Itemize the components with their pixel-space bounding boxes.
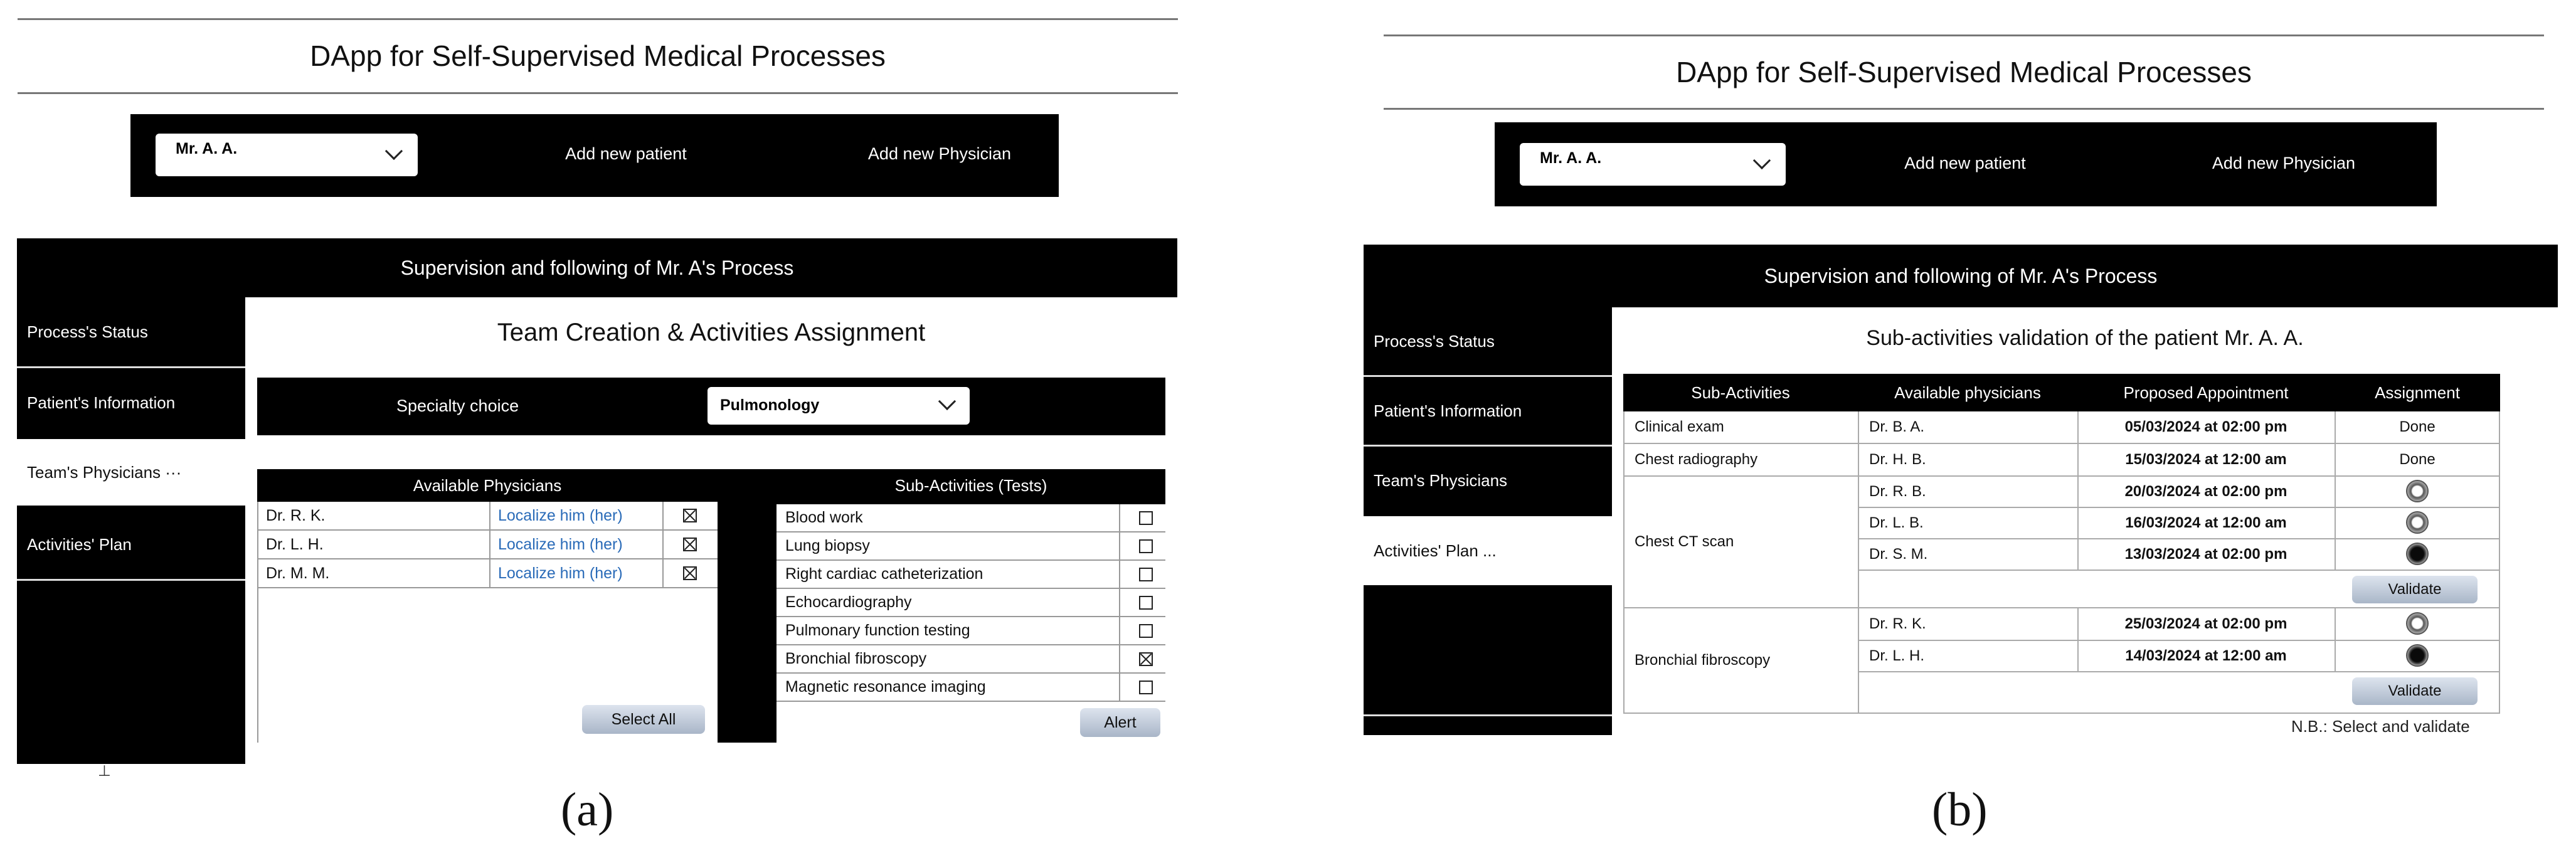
subactivity-checkbox[interactable] xyxy=(1139,511,1153,525)
header-subactivities: Sub-Activities xyxy=(1691,383,1790,402)
column-divider xyxy=(2335,607,2336,671)
physician-cell: Dr. L. B. xyxy=(1869,514,1924,531)
top-bar xyxy=(130,114,1059,197)
physician-name: Dr. L. H. xyxy=(266,535,324,553)
sidebar-item-activities-plan[interactable]: Activities' Plan ... xyxy=(1364,516,1612,585)
subactivities-footer xyxy=(777,702,1165,743)
subactivity-row xyxy=(777,532,1165,561)
title-bottom-rule xyxy=(1384,108,2544,110)
subactivity-checkbox[interactable] xyxy=(1139,568,1153,581)
physician-cell: Dr. S. M. xyxy=(1869,546,1928,563)
main-title: Team Creation & Activities Assignment xyxy=(497,319,926,346)
sidebar-divider xyxy=(17,579,245,581)
row-divider xyxy=(1623,713,2500,714)
subactivity-cell: Clinical exam xyxy=(1635,418,1724,435)
row-divider xyxy=(1623,475,2500,477)
subactivity-cell: Chest radiography xyxy=(1635,451,1758,468)
patient-select[interactable] xyxy=(156,134,418,176)
panel-a xyxy=(0,0,1192,853)
assignment-radio[interactable] xyxy=(2406,644,2429,667)
subactivity-name: Right cardiac catheterization xyxy=(785,565,983,583)
assignment-radio[interactable] xyxy=(2406,543,2429,565)
localize-link[interactable]: Localize him (her) xyxy=(498,564,623,582)
assignment-status: Done xyxy=(2399,451,2436,468)
column-divider xyxy=(662,502,664,588)
assignment-radio[interactable] xyxy=(2406,612,2429,635)
subactivity-name: Bronchial fibroscopy xyxy=(785,650,927,667)
section-header xyxy=(17,238,1177,297)
title-top-rule xyxy=(18,18,1178,20)
title-top-rule xyxy=(1384,34,2544,36)
header-assignment: Assignment xyxy=(2375,383,2460,402)
subactivity-name: Pulmonary function testing xyxy=(785,622,970,639)
appointment-cell: 13/03/2024 at 02:00 pm xyxy=(2124,546,2287,563)
subactivity-name: Blood work xyxy=(785,509,863,526)
section-title: Supervision and following of Mr. A's Process xyxy=(400,257,794,279)
sidebar xyxy=(17,297,245,764)
validate-button[interactable]: Validate xyxy=(2352,677,2478,705)
appointment-cell: 25/03/2024 at 02:00 pm xyxy=(2124,615,2287,632)
specialty-bar xyxy=(257,378,1165,435)
physician-row xyxy=(257,502,718,531)
sidebar-item-process-status[interactable]: Process's Status xyxy=(27,322,148,341)
add-physician-link[interactable]: Add new Physician xyxy=(2212,154,2356,172)
physician-row xyxy=(257,559,718,588)
column-divider xyxy=(1119,504,1120,702)
physicians-header xyxy=(257,469,718,502)
top-bar xyxy=(1495,122,2437,206)
column-divider xyxy=(489,502,490,588)
caption-a: (a) xyxy=(561,783,614,836)
physician-cell: Dr. R. K. xyxy=(1869,615,1926,632)
appointment-cell: 15/03/2024 at 12:00 am xyxy=(2125,451,2287,468)
caption-b: (b) xyxy=(1932,783,1988,836)
chevron-down-icon xyxy=(385,142,403,160)
subactivity-row xyxy=(777,674,1165,702)
subactivities-panel xyxy=(718,469,1165,743)
validation-table xyxy=(1623,374,2500,714)
assignment-radio[interactable] xyxy=(2406,480,2429,502)
subactivity-row xyxy=(777,617,1165,645)
localize-link[interactable]: Localize him (her) xyxy=(498,506,623,524)
specialty-select-value: Pulmonology xyxy=(720,396,820,414)
subactivity-cell: Chest CT scan xyxy=(1635,533,1734,550)
header-appointment: Proposed Appointment xyxy=(2123,383,2289,402)
physicians-header-label: Available Physicians xyxy=(413,476,562,495)
sidebar-item-process-status[interactable]: Process's Status xyxy=(1374,331,1495,351)
add-physician-link[interactable]: Add new Physician xyxy=(867,144,1012,163)
subactivity-row xyxy=(777,561,1165,589)
appointment-cell: 20/03/2024 at 02:00 pm xyxy=(2124,483,2287,500)
column-divider xyxy=(1623,411,1625,714)
alert-button[interactable]: Alert xyxy=(1080,708,1160,737)
sidebar-divider xyxy=(1364,714,1612,716)
physician-name: Dr. R. K. xyxy=(266,506,326,524)
physician-cell: Dr. R. B. xyxy=(1869,483,1926,500)
main-title: Sub-activities validation of the patient Mr. A. A. xyxy=(1866,326,2304,350)
physician-cell: Dr. L. H. xyxy=(1869,647,1925,664)
panel-b xyxy=(1349,0,2576,853)
subactivity-checkbox[interactable] xyxy=(1139,681,1153,694)
appointment-cell: 05/03/2024 at 02:00 pm xyxy=(2124,418,2287,435)
patient-select-value: Mr. A. A. xyxy=(176,140,238,157)
assignment-radio[interactable] xyxy=(2406,511,2429,534)
add-patient-link[interactable]: Add new patient xyxy=(565,144,687,163)
assignment-status: Done xyxy=(2399,418,2436,435)
sidebar-item-activities-plan[interactable]: Activities' Plan xyxy=(27,534,132,554)
header-physicians: Available physicians xyxy=(1894,383,2041,402)
patient-select[interactable] xyxy=(1520,143,1786,186)
add-patient-link[interactable]: Add new patient xyxy=(1904,154,2026,172)
physician-row xyxy=(257,531,718,559)
physician-cell: Dr. H. B. xyxy=(1869,451,1926,468)
app-title: DApp for Self-Supervised Medical Processes xyxy=(310,40,886,72)
subactivity-name: Magnetic resonance imaging xyxy=(785,678,986,696)
subactivity-row xyxy=(777,645,1165,674)
subactivity-checkbox[interactable] xyxy=(1139,539,1153,553)
subactivity-checkbox[interactable] xyxy=(1139,596,1153,610)
sidebar-footer-mark: ⊥ xyxy=(98,763,111,780)
patient-select-value: Mr. A. A. xyxy=(1540,149,1602,167)
title-bottom-rule xyxy=(18,92,1178,94)
chevron-down-icon xyxy=(1753,152,1771,169)
column-divider xyxy=(257,502,258,743)
specialty-select[interactable] xyxy=(708,387,970,425)
sidebar xyxy=(1364,307,1612,735)
subactivity-cell: Bronchial fibroscopy xyxy=(1635,652,1771,669)
subactivity-checkbox[interactable] xyxy=(1139,624,1153,638)
select-all-button[interactable]: Select All xyxy=(582,705,705,734)
subactivity-row xyxy=(777,504,1165,532)
sidebar-item-teams-physicians[interactable]: Team's Physicians ··· xyxy=(17,439,245,506)
appointment-cell: 14/03/2024 at 12:00 am xyxy=(2125,647,2287,664)
localize-link[interactable]: Localize him (her) xyxy=(498,535,623,553)
physician-cell: Dr. B. A. xyxy=(1869,418,1925,435)
table-header xyxy=(1623,374,2500,411)
sidebar-item-patient-information[interactable]: Patient's Information xyxy=(1374,401,1522,420)
sidebar-item-teams-physicians[interactable]: Team's Physicians xyxy=(1374,470,1508,490)
app-title: DApp for Self-Supervised Medical Processes xyxy=(1676,56,2252,88)
physicians-panel xyxy=(257,469,718,743)
specialty-label: Specialty choice xyxy=(396,396,519,415)
section-header xyxy=(1364,245,2558,307)
section-title: Supervision and following of Mr. A's Process xyxy=(1764,265,2158,287)
subactivities-header xyxy=(777,469,1165,502)
physician-checkbox[interactable] xyxy=(683,509,697,522)
column-divider xyxy=(1858,411,1859,714)
sidebar-item-patient-information[interactable]: Patient's Information xyxy=(27,393,176,412)
chevron-down-icon xyxy=(938,393,956,410)
row-divider xyxy=(1858,671,2500,672)
subactivity-row xyxy=(777,589,1165,617)
row-divider xyxy=(1858,570,2500,571)
subactivity-name: Lung biopsy xyxy=(785,537,870,554)
subactivities-header-label: Sub-Activities (Tests) xyxy=(894,476,1047,495)
validate-button[interactable]: Validate xyxy=(2352,576,2478,603)
physician-checkbox[interactable] xyxy=(683,538,697,551)
physician-checkbox[interactable] xyxy=(683,566,697,580)
subactivity-checkbox[interactable] xyxy=(1139,652,1153,666)
note-text: N.B.: Select and validate xyxy=(2291,717,2470,736)
appointment-cell: 16/03/2024 at 12:00 am xyxy=(2125,514,2287,531)
physician-name: Dr. M. M. xyxy=(266,564,330,582)
subactivity-name: Echocardiography xyxy=(785,593,912,611)
